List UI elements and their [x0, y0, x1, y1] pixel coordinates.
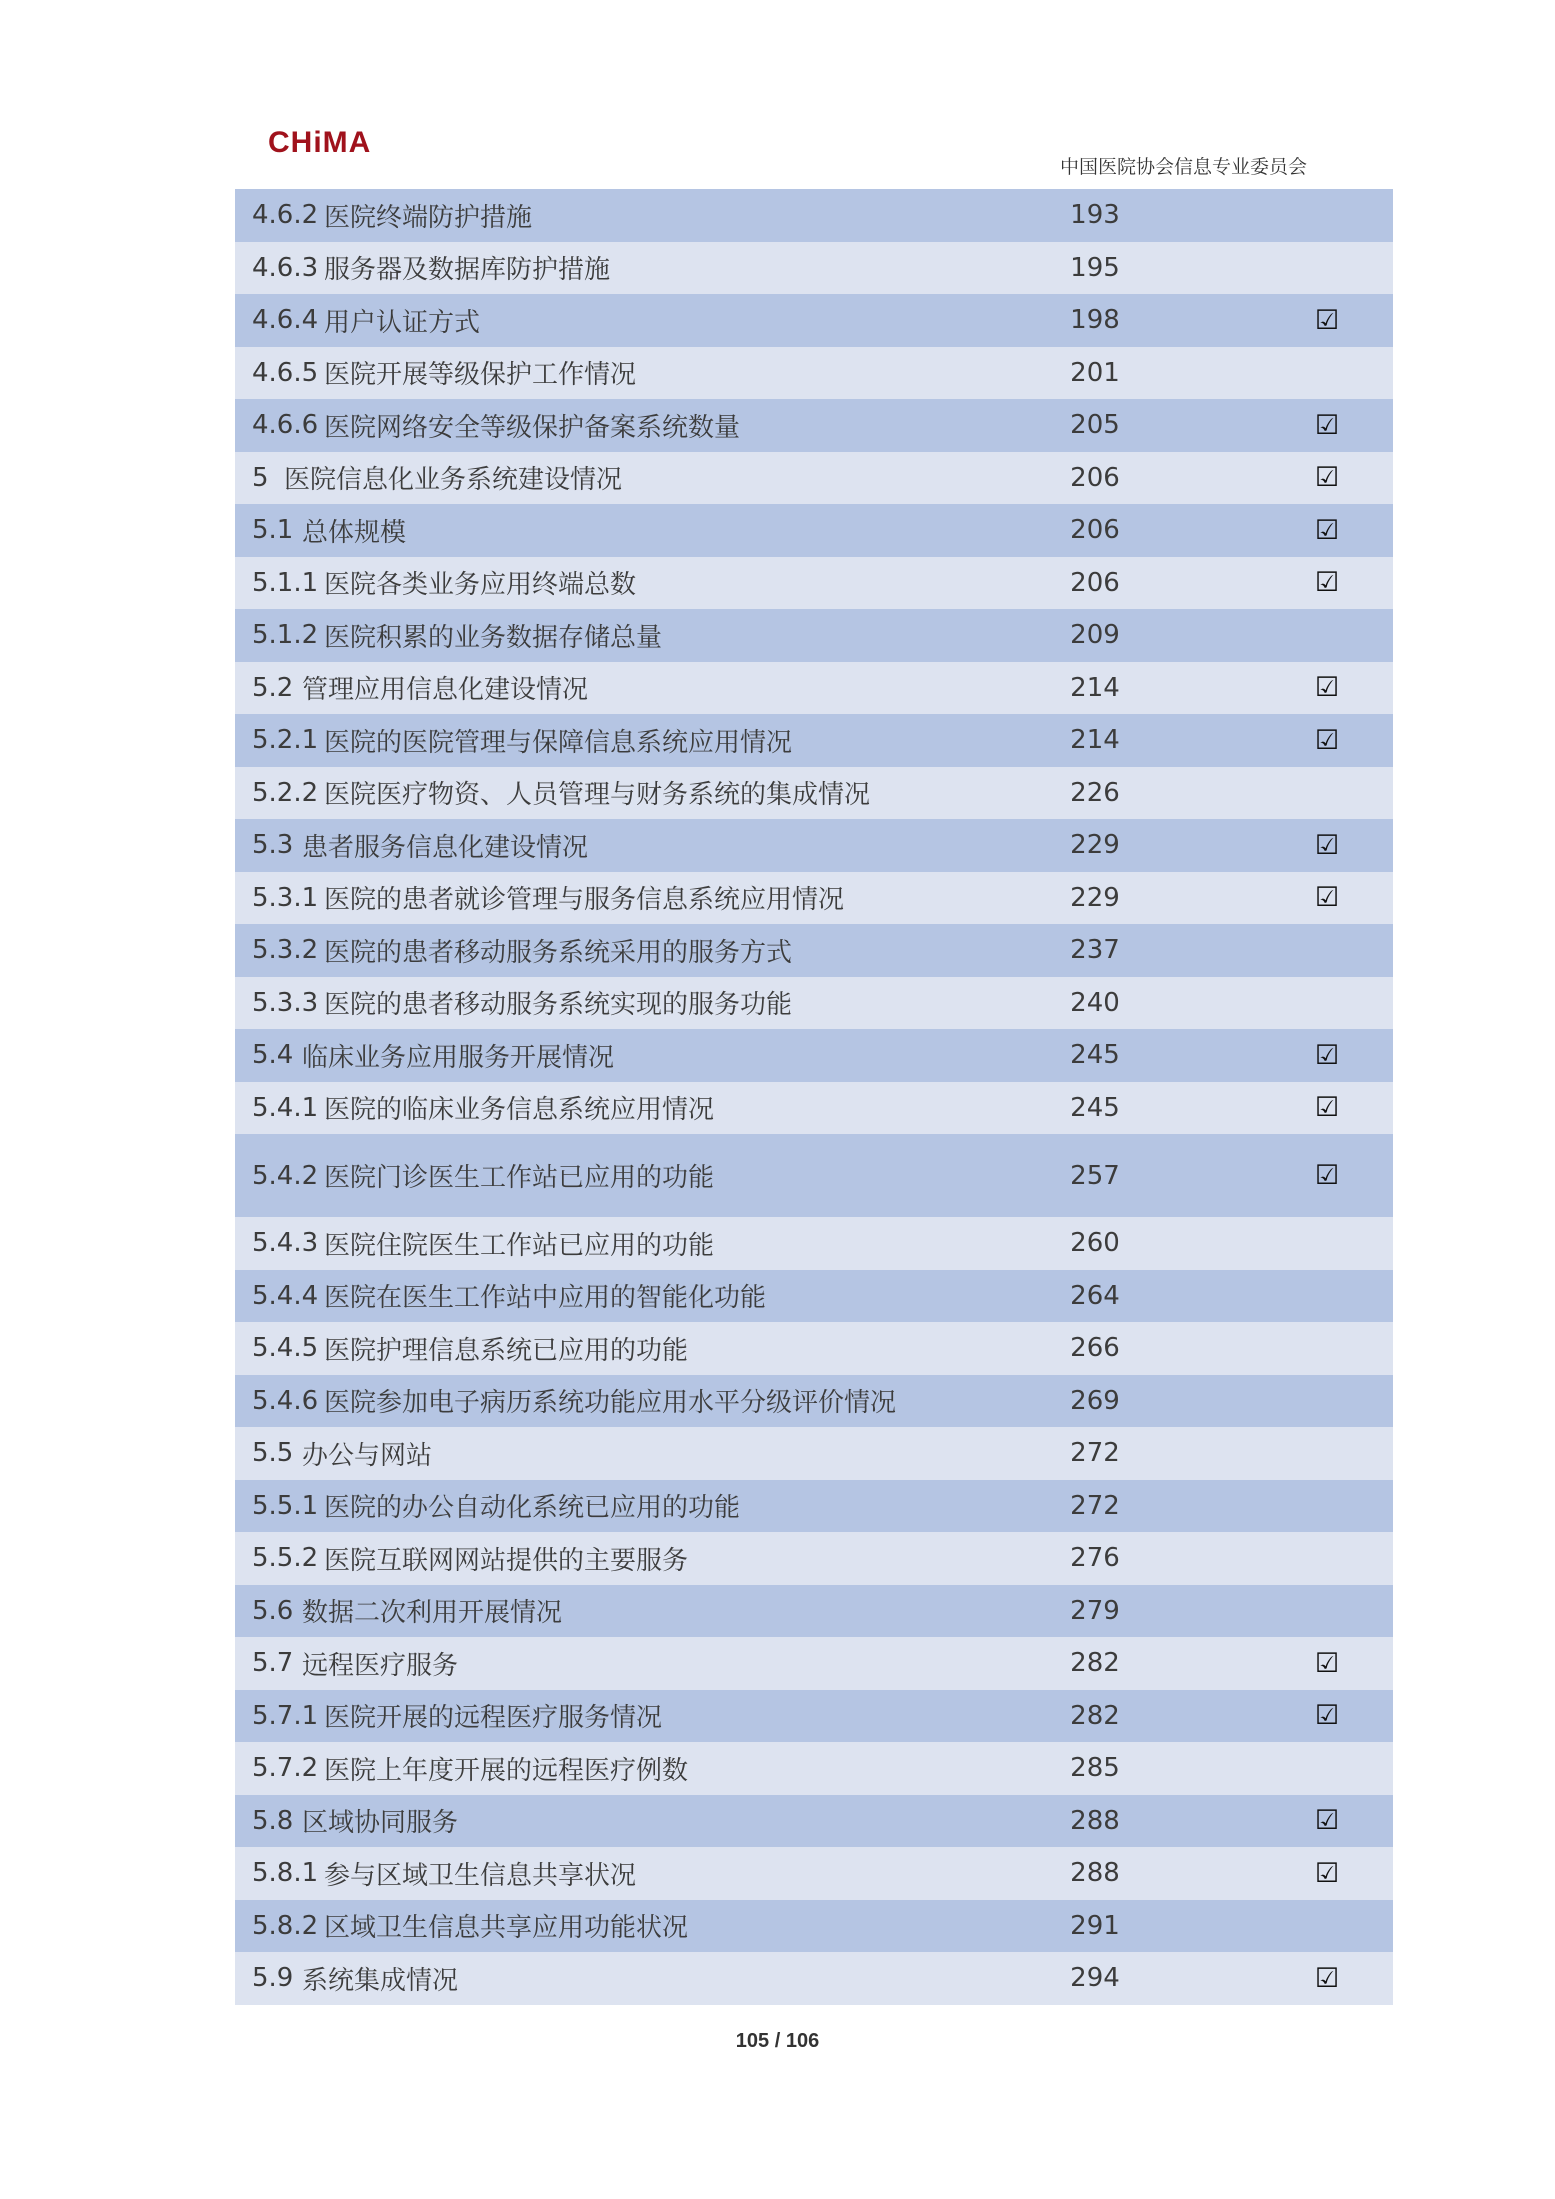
- toc-section-number: 5.6: [252, 1595, 294, 1626]
- toc-section-number: 5.4.3: [252, 1228, 319, 1259]
- checked-box-icon: ☑: [1314, 1857, 1340, 1889]
- toc-row[interactable]: [235, 1952, 1393, 2005]
- toc-section-title[interactable]: 医院积累的业务数据存储总量: [324, 622, 663, 653]
- toc-row[interactable]: [235, 294, 1393, 347]
- toc-section-number: 5.7: [252, 1648, 294, 1679]
- toc-section-number: 5.5.1: [252, 1490, 319, 1521]
- checked-box-icon: ☑: [1314, 1805, 1340, 1837]
- toc-section-number: 5.3.3: [252, 987, 319, 1018]
- toc-page-number: 245: [1070, 1040, 1120, 1071]
- toc-section-number: 5.2.2: [252, 777, 319, 808]
- toc-row[interactable]: [235, 1322, 1393, 1375]
- toc-row[interactable]: [235, 609, 1393, 662]
- toc-section-number: 5.8.2: [252, 1910, 319, 1941]
- toc-page-number: 276: [1070, 1543, 1120, 1574]
- checked-box-icon: ☑: [1314, 514, 1340, 546]
- toc-section-title[interactable]: 医院各类业务应用终端总数: [324, 570, 637, 601]
- toc-row[interactable]: [235, 1134, 1393, 1217]
- toc-page-number: 264: [1070, 1280, 1120, 1311]
- toc-row[interactable]: [235, 1270, 1393, 1323]
- checked-box-icon: ☑: [1314, 567, 1340, 599]
- toc-section-title[interactable]: 医院参加电子病历系统功能应用水平分级评价情况: [324, 1388, 897, 1419]
- toc-row[interactable]: [235, 872, 1393, 925]
- toc-section-number: 5.3.1: [252, 882, 319, 913]
- checked-box-icon: ☑: [1314, 1160, 1340, 1191]
- toc-section-title[interactable]: 远程医疗服务: [302, 1650, 459, 1681]
- toc-section-number: 5.8.1: [252, 1858, 319, 1889]
- toc-section-title[interactable]: 医院医疗物资、人员管理与财务系统的集成情况: [324, 780, 871, 811]
- toc-section-title[interactable]: 参与区域卫生信息共享状况: [324, 1860, 637, 1891]
- checked-box-icon: ☑: [1314, 1962, 1340, 1994]
- toc-page-number: 279: [1070, 1595, 1120, 1626]
- toc-page-number: 285: [1070, 1753, 1120, 1784]
- toc-page-number: 288: [1070, 1858, 1120, 1889]
- toc-row[interactable]: [235, 819, 1393, 872]
- toc-row[interactable]: [235, 1375, 1393, 1428]
- toc-row[interactable]: [235, 924, 1393, 977]
- toc-section-title[interactable]: 区域协同服务: [302, 1808, 459, 1839]
- toc-row[interactable]: [235, 1532, 1393, 1585]
- checked-box-icon: ☑: [1314, 1039, 1340, 1071]
- toc-section-title[interactable]: 医院的医院管理与保障信息系统应用情况: [324, 727, 793, 758]
- toc-section-number: 5.7.1: [252, 1700, 319, 1731]
- toc-row[interactable]: [235, 347, 1393, 400]
- chima-logo: CHiMA: [268, 126, 372, 159]
- toc-page-number: 282: [1070, 1648, 1120, 1679]
- toc-section-title[interactable]: 医院的办公自动化系统已应用的功能: [324, 1493, 741, 1524]
- table-of-contents: [235, 189, 1393, 2005]
- checked-box-icon: ☑: [1314, 724, 1340, 756]
- toc-page-number: 260: [1070, 1228, 1120, 1259]
- toc-section-number: 4.6.4: [252, 305, 319, 336]
- toc-section-number: 5.4.1: [252, 1092, 319, 1123]
- toc-page-number: 205: [1070, 410, 1120, 441]
- toc-page-number: 291: [1070, 1910, 1120, 1941]
- checked-box-icon: ☑: [1314, 829, 1340, 861]
- toc-section-title[interactable]: 临床业务应用服务开展情况: [302, 1042, 615, 1073]
- toc-page-number: 209: [1070, 620, 1120, 651]
- toc-section-number: 5.4.5: [252, 1333, 319, 1364]
- toc-row[interactable]: [235, 504, 1393, 557]
- toc-row[interactable]: [235, 1217, 1393, 1270]
- toc-page-number: 282: [1070, 1700, 1120, 1731]
- toc-section-number: 5.1.2: [252, 620, 319, 651]
- toc-row[interactable]: [235, 1900, 1393, 1953]
- toc-page-number: 269: [1070, 1385, 1120, 1416]
- toc-section-title[interactable]: 患者服务信息化建设情况: [302, 832, 589, 863]
- toc-section-title[interactable]: 医院开展的远程医疗服务情况: [324, 1703, 663, 1734]
- toc-page-number: 237: [1070, 935, 1120, 966]
- toc-page-number: 214: [1070, 672, 1120, 703]
- toc-row[interactable]: [235, 1847, 1393, 1900]
- toc-section-title[interactable]: 医院网络安全等级保护备案系统数量: [324, 412, 741, 443]
- toc-section-number: 5.5.2: [252, 1543, 319, 1574]
- toc-row[interactable]: [235, 242, 1393, 295]
- toc-section-title[interactable]: 总体规模: [302, 517, 407, 548]
- toc-page-number: 226: [1070, 777, 1120, 808]
- toc-section-number: 4.6.5: [252, 357, 319, 388]
- toc-section-number: 5.8: [252, 1805, 294, 1836]
- toc-page-number: 206: [1070, 515, 1120, 546]
- toc-section-number: 5.4.4: [252, 1280, 319, 1311]
- toc-page-number: 272: [1070, 1490, 1120, 1521]
- toc-section-title[interactable]: 办公与网站: [302, 1440, 433, 1471]
- toc-page-number: 294: [1070, 1963, 1120, 1994]
- toc-row[interactable]: [235, 1637, 1393, 1690]
- toc-page-number: 195: [1070, 252, 1120, 283]
- toc-section-title[interactable]: 医院互联网网站提供的主要服务: [324, 1545, 689, 1576]
- toc-page-number: 229: [1070, 882, 1120, 913]
- toc-section-title[interactable]: 医院的患者移动服务系统实现的服务功能: [324, 990, 793, 1021]
- checked-box-icon: ☑: [1314, 304, 1340, 336]
- toc-section-title[interactable]: 医院的患者移动服务系统采用的服务方式: [324, 937, 793, 968]
- toc-section-number: 4.6.3: [252, 252, 319, 283]
- toc-page-number: 272: [1070, 1438, 1120, 1469]
- checked-box-icon: ☑: [1314, 1647, 1340, 1679]
- toc-section-title[interactable]: 系统集成情况: [302, 1965, 459, 1996]
- toc-row[interactable]: [235, 1585, 1393, 1638]
- toc-section-number: 4.6.6: [252, 410, 319, 441]
- checked-box-icon: ☑: [1314, 672, 1340, 704]
- toc-section-number: 4.6.2: [252, 200, 319, 231]
- toc-row[interactable]: [235, 452, 1393, 505]
- toc-section-title[interactable]: 医院门诊医生工作站已应用的功能: [324, 1163, 715, 1193]
- toc-section-title[interactable]: 医院开展等级保护工作情况: [324, 360, 637, 391]
- toc-row[interactable]: [235, 557, 1393, 610]
- toc-page-number: 214: [1070, 725, 1120, 756]
- toc-section-title[interactable]: 医院的患者就诊管理与服务信息系统应用情况: [324, 885, 845, 916]
- checked-box-icon: ☑: [1314, 462, 1340, 494]
- toc-row[interactable]: [235, 1795, 1393, 1848]
- toc-section-title[interactable]: 医院上年度开展的远程医疗例数: [324, 1755, 689, 1786]
- toc-section-number: 5.3.2: [252, 935, 319, 966]
- toc-row[interactable]: [235, 189, 1393, 242]
- toc-section-title[interactable]: 医院在医生工作站中应用的智能化功能: [324, 1283, 767, 1314]
- toc-section-number: 5.5: [252, 1438, 294, 1469]
- checked-box-icon: ☑: [1314, 1092, 1340, 1124]
- toc-page-number: 288: [1070, 1805, 1120, 1836]
- toc-section-number: 5.2: [252, 672, 294, 703]
- toc-section-title[interactable]: 数据二次利用开展情况: [302, 1598, 563, 1629]
- toc-page-number: 206: [1070, 462, 1120, 493]
- page-number: 105 / 106: [735, 2030, 820, 2052]
- toc-row[interactable]: [235, 1480, 1393, 1533]
- checked-box-icon: ☑: [1314, 882, 1340, 914]
- toc-section-number: 5.1.1: [252, 567, 319, 598]
- toc-section-number: 5.4.6: [252, 1385, 319, 1416]
- toc-row[interactable]: [235, 767, 1393, 820]
- toc-section-number: 5.4.2: [252, 1160, 319, 1191]
- toc-row[interactable]: [235, 1029, 1393, 1082]
- checked-box-icon: ☑: [1314, 409, 1340, 441]
- toc-section-number: 5.3: [252, 830, 294, 861]
- toc-page-number: 201: [1070, 357, 1120, 388]
- toc-section-title[interactable]: 区域卫生信息共享应用功能状况: [324, 1913, 689, 1944]
- toc-page-number: 257: [1070, 1160, 1120, 1191]
- toc-section-number: 5.7.2: [252, 1753, 319, 1784]
- toc-section-number: 5.9: [252, 1963, 294, 1994]
- toc-section-title[interactable]: 医院护理信息系统已应用的功能: [324, 1335, 689, 1366]
- toc-page-number: 240: [1070, 987, 1120, 1018]
- toc-row[interactable]: [235, 1690, 1393, 1743]
- toc-section-title[interactable]: 服务器及数据库防护措施: [324, 255, 611, 286]
- toc-section-number: 5.2.1: [252, 725, 319, 756]
- toc-page-number: 266: [1070, 1333, 1120, 1364]
- toc-section-title[interactable]: 用户认证方式: [324, 307, 481, 338]
- toc-row[interactable]: [235, 714, 1393, 767]
- toc-row[interactable]: [235, 1742, 1393, 1795]
- toc-page-number: 198: [1070, 305, 1120, 336]
- toc-row[interactable]: [235, 1427, 1393, 1480]
- toc-page-number: 229: [1070, 830, 1120, 861]
- toc-section-number: 5.4: [252, 1040, 294, 1071]
- toc-row[interactable]: [235, 662, 1393, 715]
- checked-box-icon: ☑: [1314, 1700, 1340, 1732]
- toc-page-number: 193: [1070, 200, 1120, 231]
- toc-section-title[interactable]: 医院的临床业务信息系统应用情况: [324, 1095, 715, 1126]
- organization-name: 中国医院协会信息专业委员会: [1059, 156, 1307, 178]
- toc-page-number: 206: [1070, 567, 1120, 598]
- toc-section-title[interactable]: 医院信息化业务系统建设情况: [284, 465, 623, 496]
- toc-section-title[interactable]: 医院终端防护措施: [324, 202, 533, 233]
- toc-section-title[interactable]: 管理应用信息化建设情况: [302, 675, 589, 706]
- toc-section-title[interactable]: 医院住院医生工作站已应用的功能: [324, 1230, 715, 1261]
- toc-row[interactable]: [235, 977, 1393, 1030]
- toc-section-number: 5.1: [252, 515, 294, 546]
- toc-page-number: 245: [1070, 1092, 1120, 1123]
- toc-row[interactable]: [235, 399, 1393, 452]
- toc-row[interactable]: [235, 1082, 1393, 1135]
- toc-section-number: 5: [252, 462, 269, 493]
